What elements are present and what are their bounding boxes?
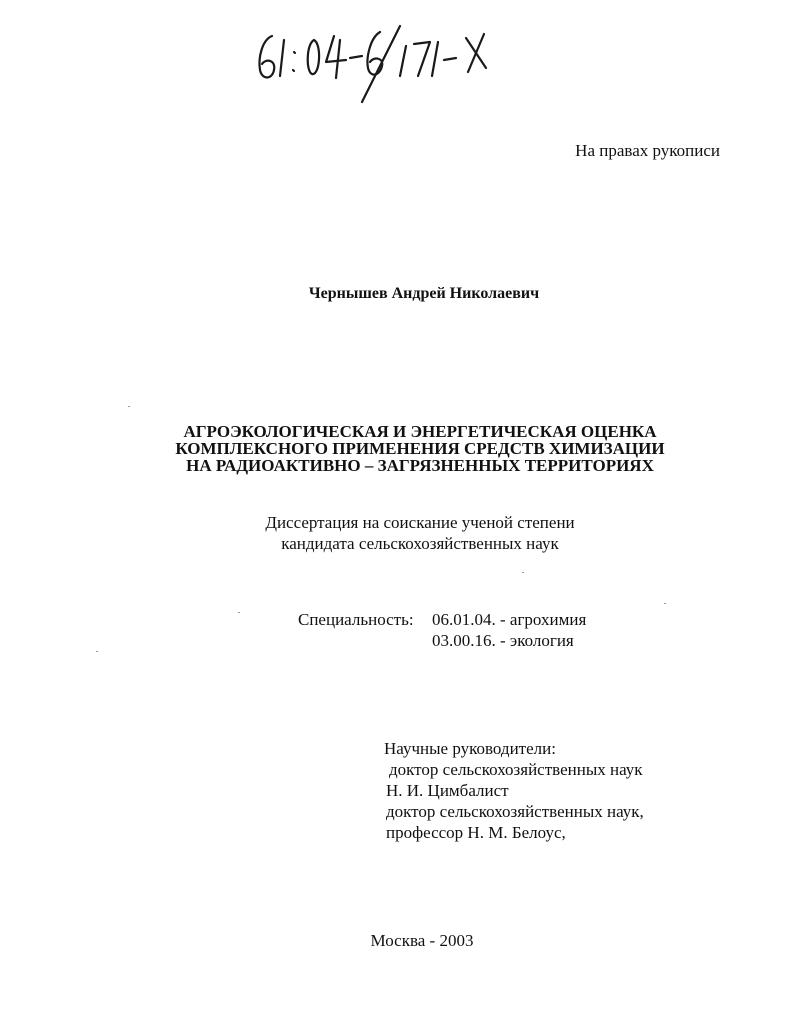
city-year: Москва - 2003 [370,931,474,950]
specialty-item: 03.00.16. - экология [432,631,574,650]
specialty-label: Специальность: [298,610,414,629]
title-line: КОМПЛЕКСНОГО ПРИМЕНЕНИЯ СРЕДСТВ ХИМИЗАЦИИ [175,439,665,458]
specialty-block [298,609,586,651]
advisor-line: профессор Н. М. Белоус, [386,823,566,842]
specialty-item: 06.01.04. - агрохимия [432,610,587,629]
degree-statement [220,512,620,554]
advisor-line: доктор сельскохозяйственных наук [389,760,643,779]
scan-speck [664,603,666,604]
author-name: Чернышев Андрей Николаевич [308,285,540,302]
scan-speck [128,406,130,407]
scientific-advisors [384,738,644,843]
manuscript-rights-note: На правах рукописи [575,141,720,160]
advisors-heading: Научные руководители: [384,739,556,758]
advisor-line: Н. И. Цимбалист [386,781,509,800]
degree-line: кандидата сельскохозяйственных наук [281,534,559,553]
advisor-line: доктор сельскохозяйственных наук, [386,802,644,821]
scan-speck [522,572,524,573]
dissertation-title [150,423,690,474]
title-line: АГРОЭКОЛОГИЧЕСКАЯ И ЭНЕРГЕТИЧЕСКАЯ ОЦЕНКА [183,422,657,441]
handwritten-archive-code [250,18,510,108]
scan-speck [96,651,98,652]
degree-line: Диссертация на соискание ученой степени [265,513,575,532]
title-line: НА РАДИОАКТИВНО – ЗАГРЯЗНЕННЫХ ТЕРРИТОРИЯХ [186,456,654,475]
scan-speck [238,612,240,613]
handwritten-code-drawing [250,18,510,108]
